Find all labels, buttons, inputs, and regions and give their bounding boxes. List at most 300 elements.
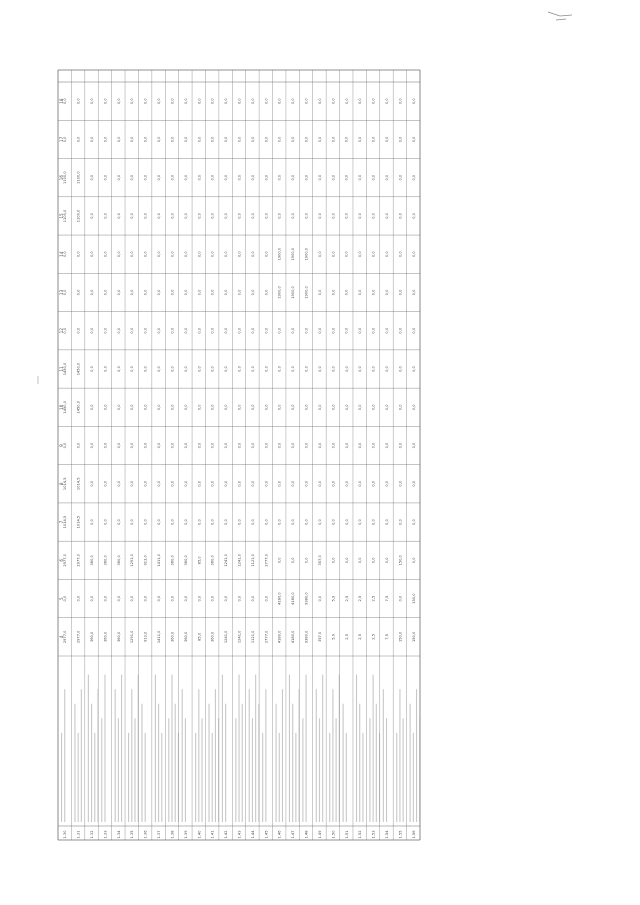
table-cell: 1014,5 <box>63 477 68 491</box>
table-cell: 0,0 <box>130 289 135 296</box>
table-cell: 0,0 <box>358 480 363 487</box>
table-cell: 2977,0 <box>63 554 68 567</box>
table-cell: 0,0 <box>157 289 162 296</box>
table-cell: 0,0 <box>197 327 202 334</box>
column-number: 17 <box>59 136 64 143</box>
table-cell: 0,0 <box>411 519 416 525</box>
table-cell: 0,0 <box>331 366 336 372</box>
row-number: 1.48 <box>304 830 309 839</box>
table-cell: 0,0 <box>76 251 81 258</box>
table-cell: 0,0 <box>264 213 269 219</box>
table-cell: 1241,0 <box>224 554 229 567</box>
table-cell: 0,0 <box>398 519 403 525</box>
table-cell: 0,0 <box>210 289 215 296</box>
row-number: 1.47 <box>291 830 296 839</box>
row-number: 1.55 <box>398 830 403 839</box>
description-text-line <box>262 733 263 822</box>
table-cell: 0,0 <box>170 327 175 334</box>
table-cell: 0,0 <box>170 519 175 525</box>
table-cell: 0,0 <box>237 519 242 525</box>
table-cell: 150,0 <box>411 631 416 643</box>
table-cell: 0,0 <box>411 480 416 487</box>
description-text-line <box>343 704 344 822</box>
table-cell: 0,0 <box>331 251 336 258</box>
description-text-line <box>61 733 62 822</box>
table-cell: 1450,0 <box>76 362 81 376</box>
description-text-line <box>182 689 183 822</box>
description-text-line <box>419 718 420 822</box>
table-cell: 0,0 <box>264 366 269 372</box>
table-cell: 0,0 <box>291 404 296 411</box>
table-cell: 0,0 <box>210 366 215 372</box>
table-cell: 0,0 <box>358 251 363 258</box>
description-text-line <box>78 733 79 822</box>
table-cell: 0,0 <box>304 213 309 219</box>
table-cell: 0,0 <box>90 174 95 181</box>
description-text-line <box>396 733 397 822</box>
table-cell: 360,0 <box>103 555 108 566</box>
table-cell: 2,5 <box>358 595 363 602</box>
table-cell: 0,0 <box>116 480 121 487</box>
table-cell: 360,0 <box>170 631 175 643</box>
table-cell: 0,0 <box>344 519 349 525</box>
table-cell: 0,0 <box>157 98 162 104</box>
table-cell: 360,0 <box>90 631 95 643</box>
table-cell: 0,0 <box>277 327 282 334</box>
table-cell: 0,0 <box>344 136 349 143</box>
column-number: 9 <box>59 444 64 447</box>
table-cell: 360,0 <box>183 555 188 566</box>
table-cell: 0,0 <box>116 136 121 143</box>
row-number: 1.39 <box>183 830 188 839</box>
row-number: 1.45 <box>264 830 269 839</box>
table-cell: 2,5 <box>358 634 363 640</box>
table-cell: 0,0 <box>384 213 389 219</box>
table-cell: 1450,0 <box>63 400 68 414</box>
table-cell: 0,0 <box>411 289 416 296</box>
row-number: 1.52 <box>358 830 363 839</box>
table-cell: 0,0 <box>183 404 188 411</box>
table-cell: 0,0 <box>90 136 95 143</box>
table-cell: 0,0 <box>130 595 135 602</box>
table-cell: 0,0 <box>103 366 108 372</box>
table-cell: 4180,0 <box>277 592 282 605</box>
table-cell: 0,0 <box>344 557 349 564</box>
description-text-line <box>289 675 290 822</box>
table-cell: 0,0 <box>264 404 269 411</box>
table-cell: 0,0 <box>384 404 389 411</box>
table-cell: 0,0 <box>277 174 282 181</box>
table-cell: 0,0 <box>237 136 242 143</box>
table-cell: 0,0 <box>116 442 121 449</box>
description-text-line <box>141 704 142 822</box>
table-cell: 357,0 <box>317 631 322 643</box>
table-cell: 0,0 <box>63 442 68 449</box>
table-cell: 0,0 <box>264 327 269 334</box>
table-cell: 0,0 <box>103 480 108 487</box>
table-cell: 0,0 <box>76 98 81 104</box>
table-cell: 0,0 <box>304 480 309 487</box>
table-cell: 0,0 <box>344 174 349 181</box>
description-text-line <box>91 704 92 822</box>
row-number: 1.35 <box>130 830 135 839</box>
table-cell: 0,0 <box>210 251 215 258</box>
table-cell: 0,0 <box>183 366 188 372</box>
description-text-line <box>158 704 159 822</box>
table-cell: 0,0 <box>116 404 121 411</box>
description-text-line <box>336 718 337 822</box>
row-number: 1.37 <box>157 830 162 839</box>
description-text-line <box>306 675 307 822</box>
table-cell: 0,0 <box>304 404 309 411</box>
table-cell: 0,0 <box>344 480 349 487</box>
table-cell: 0,0 <box>344 366 349 372</box>
table-cell: 1121,0 <box>250 554 255 567</box>
table-cell: 0,0 <box>250 442 255 449</box>
description-text-line <box>185 718 186 822</box>
table-cell: 0,0 <box>143 480 148 487</box>
table-cell: 0,0 <box>130 480 135 487</box>
table-cell: 0,0 <box>398 595 403 602</box>
description-text-line <box>362 733 363 822</box>
table-cell: 0,0 <box>130 366 135 372</box>
description-text-line <box>279 733 280 822</box>
table-cell: 360,0 <box>90 555 95 566</box>
table-cell: 0,0 <box>277 557 282 564</box>
table-cell: 0,0 <box>384 366 389 372</box>
table-cell: 0,0 <box>411 98 416 104</box>
table-cell: 0,0 <box>331 289 336 296</box>
table-cell: 1450,0 <box>63 362 68 376</box>
table-cell: 1900,0 <box>291 286 296 299</box>
table-cell: 0,0 <box>143 366 148 372</box>
table-cell: 0,0 <box>344 98 349 104</box>
table-cell: 0,0 <box>371 519 376 525</box>
table-cell: 0,0 <box>90 595 95 602</box>
row-number: 1.30 <box>63 830 68 839</box>
table-cell: 0,0 <box>317 595 322 602</box>
table-cell: 0,0 <box>197 480 202 487</box>
table-cell: 1291,0 <box>130 554 135 567</box>
table-cell: 0,0 <box>250 213 255 219</box>
table-cell: 0,0 <box>304 136 309 143</box>
table-cell: 0,0 <box>90 366 95 372</box>
table-cell: 360,0 <box>116 631 121 643</box>
table-cell: 0,0 <box>358 98 363 104</box>
table-cell: 0,0 <box>331 136 336 143</box>
table-cell: 0,0 <box>224 519 229 525</box>
table-cell: 360,0 <box>183 631 188 643</box>
table-cell: 1900,0 <box>304 247 309 261</box>
table-cell: 0,0 <box>197 136 202 143</box>
table-cell: 0,0 <box>358 442 363 449</box>
table-cell: 0,0 <box>344 327 349 334</box>
description-text-line <box>222 675 223 822</box>
table-cell: 0,0 <box>143 519 148 525</box>
table-cell: 0,0 <box>371 289 376 296</box>
table-cell: 0,0 <box>157 404 162 411</box>
description-text-line <box>138 675 139 822</box>
description-text-line <box>118 718 119 822</box>
description-text-line <box>258 704 259 822</box>
table-cell: 0,0 <box>157 442 162 449</box>
table-cell: 0,0 <box>250 595 255 602</box>
table-cell: 0,0 <box>358 519 363 525</box>
table-cell: 0,0 <box>344 404 349 411</box>
description-text-line <box>379 733 380 822</box>
table-cell: 0,0 <box>90 442 95 449</box>
table-cell: 0,0 <box>398 136 403 143</box>
table-cell: 0,0 <box>130 519 135 525</box>
description-text-line <box>161 733 162 822</box>
table-cell: 0,0 <box>116 289 121 296</box>
table-cell: 360,0 <box>210 631 215 643</box>
table-cell: 0,0 <box>157 174 162 181</box>
table-cell: 0,0 <box>291 557 296 564</box>
table-cell: 0,0 <box>210 519 215 525</box>
description-text-line <box>155 675 156 822</box>
table-cell: 0,0 <box>130 327 135 334</box>
table-cell: 0,0 <box>197 174 202 181</box>
table-cell: 1241,0 <box>224 630 229 644</box>
column-number: 16 <box>59 174 64 181</box>
table-cell: 0,0 <box>210 136 215 143</box>
table-cell: 0,0 <box>277 519 282 525</box>
description-text-line <box>88 675 89 822</box>
table-cell: 0,0 <box>157 519 162 525</box>
table-cell: 0,0 <box>277 213 282 219</box>
table-cell: 0,0 <box>170 98 175 104</box>
row-number: 1.43 <box>237 830 242 839</box>
table-cell: 0,0 <box>170 480 175 487</box>
table-cell: 0,0 <box>384 480 389 487</box>
table-cell: 4180,0 <box>291 592 296 605</box>
table-cell: 0,0 <box>170 251 175 258</box>
column-number: 14 <box>59 251 64 257</box>
table-cell: 1900,0 <box>291 247 296 261</box>
table-cell: 0,0 <box>398 98 403 104</box>
table-cell: 0,0 <box>183 289 188 296</box>
table-cell: 1014,5 <box>76 515 81 529</box>
table-cell: 0,0 <box>304 98 309 104</box>
description-text-line <box>104 675 105 822</box>
table-cell: 0,0 <box>183 136 188 143</box>
description-text-line <box>339 675 340 822</box>
table-cell: 0,0 <box>384 98 389 104</box>
table-cell: 0,0 <box>304 174 309 181</box>
table-cell: 0,0 <box>384 442 389 449</box>
description-text-line <box>376 704 377 822</box>
table-cell: 0,0 <box>371 480 376 487</box>
description-text-line <box>252 718 253 822</box>
table-cell: 0,0 <box>224 174 229 181</box>
column-number: 18 <box>59 98 64 104</box>
description-text-line <box>218 718 219 822</box>
table-cell: 0,0 <box>197 98 202 104</box>
table-cell: 0,0 <box>291 327 296 334</box>
table-cell: 0,0 <box>384 136 389 143</box>
table-cell: 0,0 <box>411 136 416 143</box>
table-cell: 0,0 <box>384 174 389 181</box>
table-cell: 0,0 <box>183 174 188 181</box>
table-cell: 0,0 <box>371 213 376 219</box>
row-number: 1.42 <box>224 830 229 839</box>
table-cell: 0,0 <box>224 442 229 449</box>
table-cell: 0,0 <box>317 519 322 525</box>
table-cell: 0,0 <box>170 213 175 219</box>
table-cell: 0,0 <box>143 174 148 181</box>
description-text-line <box>410 704 411 822</box>
table-cell: 0,0 <box>210 98 215 104</box>
table-cell: 1450,0 <box>76 400 81 414</box>
table-cell: 0,0 <box>103 289 108 296</box>
description-text-line <box>242 704 243 822</box>
table-cell: 0,0 <box>197 289 202 296</box>
description-text-line <box>195 733 196 822</box>
table-cell: 0,0 <box>76 327 81 334</box>
table-cell: 0,0 <box>384 289 389 296</box>
table-cell: 0,0 <box>250 174 255 181</box>
table-cell: 7,5 <box>384 595 389 602</box>
table-cell: 0,0 <box>143 251 148 258</box>
table-cell: 0,0 <box>291 480 296 487</box>
table-cell: 0,0 <box>197 442 202 449</box>
description-text-line <box>134 718 135 822</box>
description-text-line <box>265 689 266 822</box>
table-cell: 0,0 <box>277 442 282 449</box>
description-text-line <box>115 689 116 822</box>
table-cell: 0,0 <box>411 327 416 334</box>
table-cell: 0,0 <box>344 442 349 449</box>
table-cell: 0,0 <box>304 557 309 564</box>
row-number: 1.33 <box>103 830 108 839</box>
column-number: 5 <box>59 597 64 600</box>
table-cell: 2777,0 <box>264 554 269 567</box>
table-cell: 0,0 <box>224 289 229 296</box>
description-text-line <box>346 733 347 822</box>
table-cell: 0,0 <box>304 366 309 372</box>
table-cell: 0,0 <box>304 442 309 449</box>
table-cell: 0,0 <box>237 213 242 219</box>
table-cell: 0,0 <box>103 595 108 602</box>
table-cell: 0,0 <box>76 595 81 602</box>
column-number: 15 <box>59 213 64 219</box>
table-cell: 0,0 <box>63 98 68 104</box>
row-number: 1.34 <box>116 830 121 839</box>
table-cell: 0,0 <box>103 251 108 258</box>
table-cell: 0,0 <box>90 98 95 104</box>
column-number: 13 <box>59 289 64 296</box>
description-text-line <box>178 733 179 822</box>
table-cell: 0,0 <box>130 136 135 143</box>
table-cell: 0,0 <box>224 327 229 334</box>
table-cell: 85,0 <box>197 632 202 641</box>
table-cell: 0,0 <box>250 404 255 411</box>
description-text-line <box>329 733 330 822</box>
description-text-line <box>201 718 202 822</box>
table-cell: 0,0 <box>264 174 269 181</box>
table-cell: 0,0 <box>371 557 376 564</box>
table-cell: 0,0 <box>398 174 403 181</box>
table-cell: 0,0 <box>224 251 229 258</box>
table-cell: 0,0 <box>197 519 202 525</box>
table-cell: 0,0 <box>331 213 336 219</box>
table-cell: 0,0 <box>103 174 108 181</box>
table-cell: 0,0 <box>237 480 242 487</box>
table-cell: 0,0 <box>411 174 416 181</box>
description-text-line <box>302 718 303 822</box>
table-cell: 0,0 <box>384 327 389 334</box>
description-text-line <box>249 689 250 822</box>
table-cell: 0,0 <box>170 174 175 181</box>
table-cell: 0,0 <box>358 404 363 411</box>
description-text-line <box>238 675 239 822</box>
table-cell: 0,0 <box>344 251 349 258</box>
description-text-line <box>94 733 95 822</box>
table-cell: 0,0 <box>344 213 349 219</box>
table-cell: 0,0 <box>291 98 296 104</box>
table-cell: 2977,0 <box>63 630 68 644</box>
table-cell: 0,0 <box>250 98 255 104</box>
table-cell: 913,0 <box>143 631 148 643</box>
table-cell: 0,0 <box>317 327 322 334</box>
table-cell: 0,0 <box>90 480 95 487</box>
table-cell: 0,0 <box>291 519 296 525</box>
description-text-line <box>131 689 132 822</box>
description-text-line <box>168 718 169 822</box>
table-cell: 0,0 <box>358 327 363 334</box>
table-cell: 0,0 <box>291 366 296 372</box>
table-cell: 0,0 <box>398 442 403 449</box>
table-cell: 0,0 <box>197 251 202 258</box>
table-cell: 0,0 <box>170 404 175 411</box>
table-cell: 0,0 <box>63 136 68 143</box>
table-cell: 0,0 <box>304 519 309 525</box>
table-cell: 0,0 <box>358 557 363 564</box>
column-number: 8 <box>59 482 64 486</box>
stray-mark <box>548 12 572 20</box>
table-cell: 0,0 <box>398 289 403 296</box>
table-cell: 360,0 <box>103 631 108 643</box>
table-cell: 0,0 <box>358 136 363 143</box>
table-cell: 0,0 <box>197 595 202 602</box>
table-cell: 0,0 <box>63 327 68 334</box>
table-cell: 0,0 <box>291 174 296 181</box>
table-cell: 1291,0 <box>130 630 135 644</box>
table-cell: 2,5 <box>371 595 376 602</box>
table-cell: 0,0 <box>344 289 349 296</box>
table-cell: 360,0 <box>170 555 175 566</box>
description-text-line <box>145 733 146 822</box>
table-cell: 0,0 <box>384 519 389 525</box>
table-cell: 0,0 <box>103 327 108 334</box>
table-cell: 0,0 <box>90 251 95 258</box>
table-cell: 0,0 <box>264 595 269 602</box>
table-cell: 0,0 <box>103 213 108 219</box>
table-cell: 1241,0 <box>237 630 242 644</box>
description-text-line <box>171 675 172 822</box>
table-cell: 9380,0 <box>304 592 309 605</box>
table-cell: 0,0 <box>237 251 242 258</box>
table-cell: 0,0 <box>224 213 229 219</box>
table-cell: 2,5 <box>344 634 349 640</box>
table-cell: 0,0 <box>170 289 175 296</box>
description-text-line <box>383 689 384 822</box>
table-cell: 0,0 <box>143 404 148 411</box>
table-cell: 0,0 <box>317 174 322 181</box>
table-cell: 0,0 <box>317 98 322 104</box>
table-cell: 0,0 <box>237 404 242 411</box>
